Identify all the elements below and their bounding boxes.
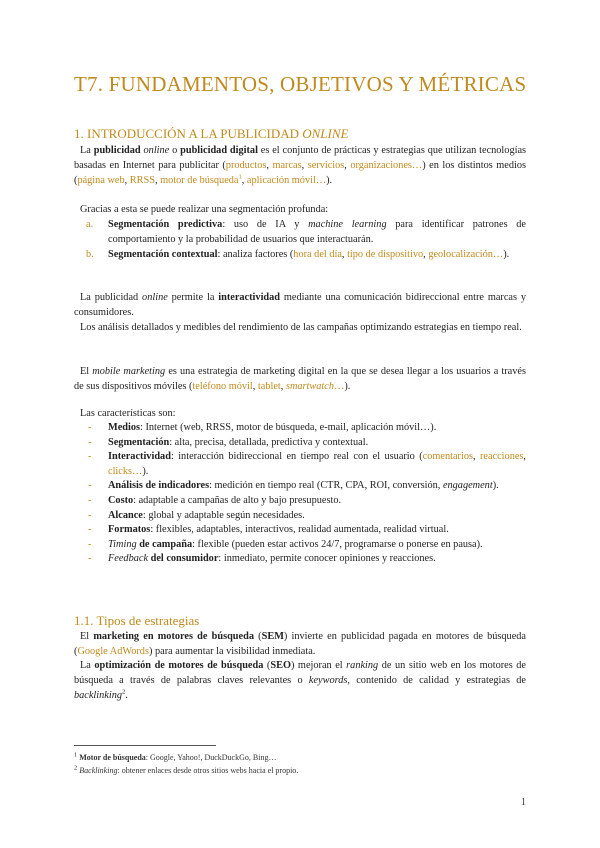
footnote-2: $^2$ Backlinking: obtener enlaces desde otros sitios webs hacia el propio. [74,764,299,775]
section-heading-introduction: 1. INTRODUCCIÓN A LA PUBLICIDAD ONLINE [74,126,349,141]
mobile-marketing-paragraph: El mobile marketing es una estrategia de marketing digital en la que se desea llegar a los usuarios a través de sus dispositivos móviles (teléfono móvil, tablet, smartwatch…). [74,366,526,393]
list-item: - Timing de campaña: flexible (pueden estar activos 24/7, programarse o ponerse en pausa). [88,538,483,550]
characteristics-list [86,421,526,567]
list-item: - Alcance: global y adaptable según necesidades. [88,509,305,521]
list-item: - Feedback del consumidor: inmediato, permite conocer opiniones y reacciones. [88,553,436,565]
document-title: T7. FUNDAMENTOS, OBJETIVOS Y MÉTRICAS [74,72,527,96]
interactivity-paragraph: La publicidad online permite la interactividad mediante una comunicación bidireccional entre marcas y consumidores. [74,292,527,319]
footnote-separator [74,745,216,746]
footnote-ref-1[interactable]: 1 [238,173,242,181]
list-item: a. Segmentación predictiva: uso de IA y machine learning para identificar patrones de comportamiento y la probabilidad de usuarios que interactuarán. [86,219,526,246]
segmentation-list [86,217,526,263]
characteristics-intro: Las características son: [80,408,176,419]
list-item: b. Segmentación contextual: analiza factores (hora del día, tipo de dispositivo, geolocalización…). [86,249,510,261]
analysis-paragraph: Los análisis detallados y medibles del rendimiento de las campañas optimizando estrategias en tiempo real. [80,322,522,333]
segmentation-intro: Gracias a esta se puede realizar una segmentación profunda: [80,204,329,215]
sem-paragraph: El marketing en motores de búsqueda (SEM) invierte en publicidad pagada en motores de búsqueda (Google AdWords) para aumentar la visibilidad inmediata. [74,631,526,658]
seo-paragraph: La optimización de motores de búsqueda (SEO) mejoran el ranking de un sitio web en los motores de búsqueda a través de palabras claves relevantes o keywords, contenido de calidad y estrategias de backlinking$^2$. [74,660,527,702]
list-item: - Formatos: flexibles, adaptables, interactivos, realidad aumentada, realidad virtual. [88,524,449,536]
footnote-ref-2[interactable]: 2 [122,688,126,696]
list-item: - Costo: adaptable a campañas de alto y bajo presupuesto. [88,494,342,506]
list-item: - Segmentación: alta, precisa, detallada, predictiva y contextual. [88,436,369,448]
intro-paragraph: La publicidad online o publicidad digital es el conjunto de prácticas y estrategias que utilizan tecnologías basadas en Internet para publicitar (productos, marcas, servicios, organizaciones…) en los distintos medios (página web, RRSS, motor de búsqueda$^1$, aplicación móvil…). [74,145,527,187]
section-heading-strategy-types: 1.1. Tipos de estrategias [74,613,200,628]
footnote-1: $^1$ Motor de búsqueda: Google, Yahoo!, DuckDuckGo, Bing… [74,751,277,762]
page-number: 1 [521,797,526,808]
list-item: - Medios: Internet (web, RRSS, motor de búsqueda, e-mail, aplicación móvil…). [88,422,437,433]
list-item: - Interactividad: interacción bidireccional en tiempo real con el usuario (comentarios, reacciones, clicks…). [88,451,526,477]
list-item: - Análisis de indicadores: medición en tiempo real (CTR, CPA, ROI, conversión, engagement). [88,480,499,492]
